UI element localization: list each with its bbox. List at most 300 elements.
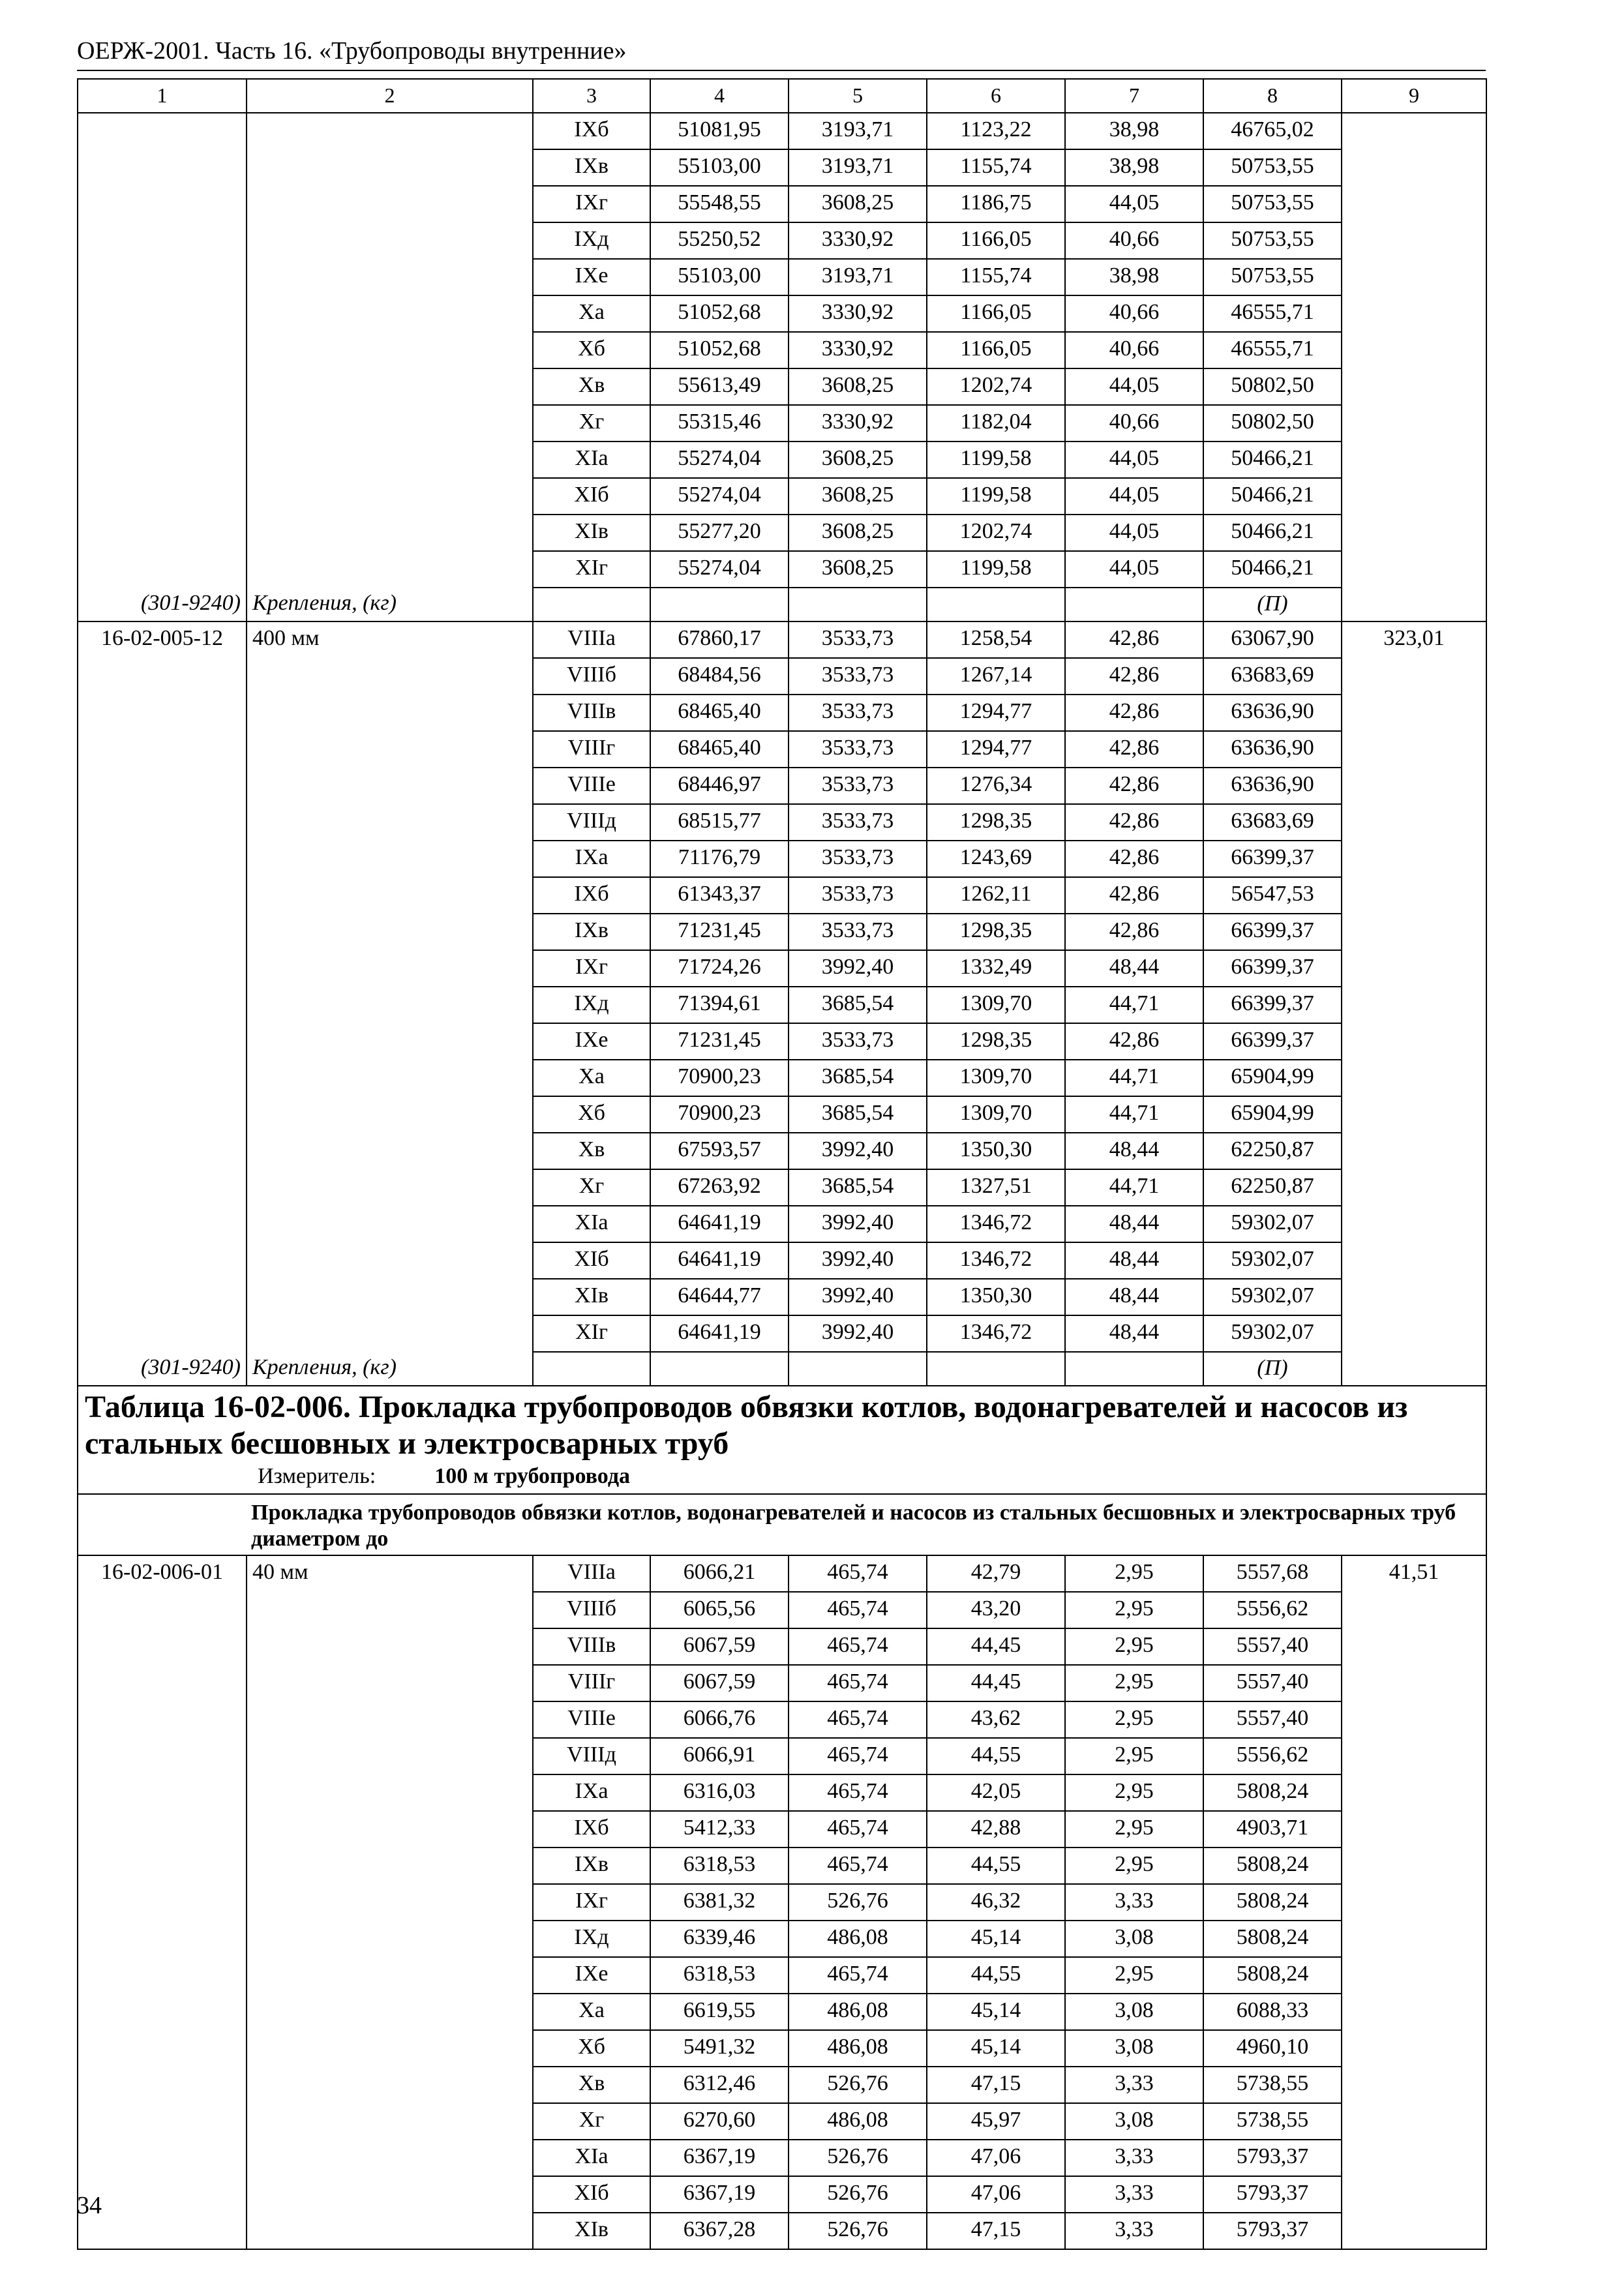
table-row [78,186,1486,222]
table-cell [650,588,789,621]
price-value: 465,74 [789,1774,927,1811]
price-value: 1123,22 [927,113,1065,149]
table-row [78,551,1486,588]
table-cell [247,2030,533,2067]
price-value: 44,45 [927,1628,1065,1665]
table-cell [247,295,533,332]
price-value: 64644,77 [650,1279,789,1315]
table-cell [247,1023,533,1060]
zone-code: IXа [533,1774,650,1811]
table-row [78,405,1486,441]
price-value: 5808,24 [1203,1774,1342,1811]
price-value: 3,33 [1065,2176,1203,2213]
table-cell [247,551,533,588]
price-value: 71724,26 [650,950,789,987]
table-cell [78,1023,247,1060]
price-value: 48,44 [1065,1279,1203,1315]
table-cell [1342,1169,1486,1206]
table-cell [1342,1628,1486,1665]
price-value: 526,76 [789,2140,927,2176]
table-cell [247,149,533,186]
price-value: 3992,40 [789,1315,927,1352]
zone-code: Xв [533,2067,650,2103]
price-value: 5793,37 [1203,2213,1342,2249]
price-value: 5808,24 [1203,1884,1342,1921]
zone-code: IXб [533,877,650,914]
price-value: 1166,05 [927,332,1065,368]
table-cell [1342,1701,1486,1738]
table-cell [78,914,247,950]
price-value: 526,76 [789,1884,927,1921]
price-value: 3533,73 [789,804,927,841]
price-value: 55548,55 [650,186,789,222]
price-value: 3,08 [1065,1994,1203,2030]
price-value: 47,06 [927,2176,1065,2213]
table-cell [78,1628,247,1665]
zone-code: Xг [533,1169,650,1206]
table-cell [78,1884,247,1921]
price-value: 3,08 [1065,2030,1203,2067]
price-value: 5808,24 [1203,1921,1342,1957]
zone-code: Xг [533,405,650,441]
price-value: 486,08 [789,2103,927,2140]
price-value: 3685,54 [789,1169,927,1206]
table-row [78,1023,1486,1060]
measure-value: 100 м трубопровода [434,1464,631,1488]
price-value: 55103,00 [650,149,789,186]
price-value: 5491,32 [650,2030,789,2067]
zone-code: IXд [533,1921,650,1957]
price-value: 6367,19 [650,2140,789,2176]
price-value: 486,08 [789,1994,927,2030]
table-cell [1342,149,1486,186]
price-value: 63067,90 [1203,621,1342,658]
table-row [78,1279,1486,1315]
price-value: 3992,40 [789,1206,927,1242]
table-cell [247,2067,533,2103]
price-value: 63636,90 [1203,768,1342,804]
table-cell [78,405,247,441]
zone-code: Xв [533,368,650,405]
price-value: 48,44 [1065,950,1203,987]
table-cell [78,1096,247,1133]
table-cell [247,1921,533,1957]
price-value: 5557,40 [1203,1665,1342,1701]
price-value: 64641,19 [650,1206,789,1242]
table-cell [78,950,247,987]
price-value: 59302,07 [1203,1279,1342,1315]
price-value: 3193,71 [789,259,927,295]
price-value: 47,15 [927,2067,1065,2103]
price-value: 3330,92 [789,222,927,259]
price-value: 64641,19 [650,1315,789,1352]
table-cell [78,2140,247,2176]
table-cell [247,1884,533,1921]
price-value: 66399,37 [1203,914,1342,950]
price-value: 3992,40 [789,1133,927,1169]
table-cell [1342,478,1486,515]
table-cell [1342,2140,1486,2176]
price-value: 5793,37 [1203,2176,1342,2213]
price-value: 6067,59 [650,1665,789,1701]
price-value: 55274,04 [650,441,789,478]
price-value: 66399,37 [1203,987,1342,1023]
price-value: 3533,73 [789,768,927,804]
price-value: 50802,50 [1203,368,1342,405]
zone-code: XIб [533,1242,650,1279]
price-value: 45,14 [927,1921,1065,1957]
price-value: 63683,69 [1203,804,1342,841]
table-cell [78,658,247,695]
table-cell [78,113,247,149]
table-cell [247,1994,533,2030]
price-value: 6318,53 [650,1848,789,1884]
table-row [78,2176,1486,2213]
price-value: 5556,62 [1203,1738,1342,1774]
table-cell [247,950,533,987]
price-value: 44,71 [1065,1169,1203,1206]
price-value: 1182,04 [927,405,1065,441]
note-code: (301-9240) [78,1352,247,1386]
zone-code: Xб [533,332,650,368]
price-value: 71176,79 [650,841,789,877]
price-value: 1298,35 [927,1023,1065,1060]
price-value: 3992,40 [789,1242,927,1279]
price-value: 55277,20 [650,515,789,551]
price-value: 5412,33 [650,1811,789,1848]
price-value: 5557,40 [1203,1701,1342,1738]
zone-code: IXг [533,950,650,987]
table-cell [1342,515,1486,551]
price-value: 1298,35 [927,804,1065,841]
note-label: Крепления, (кг) [247,588,533,621]
price-value: 526,76 [789,2067,927,2103]
price-value: 6066,91 [650,1738,789,1774]
table-cell [247,695,533,731]
price-value: 40,66 [1065,332,1203,368]
table-row [78,1994,1486,2030]
column-number: 7 [1065,79,1203,113]
table-cell [1342,1592,1486,1628]
price-value: 1346,72 [927,1206,1065,1242]
note-row [78,588,1486,621]
price-value: 50466,21 [1203,441,1342,478]
table-row [78,804,1486,841]
table-cell [1342,914,1486,950]
table-cell [78,1738,247,1774]
table-row [78,295,1486,332]
price-value: 44,05 [1065,551,1203,588]
table-cell [247,1279,533,1315]
price-value: 46,32 [927,1884,1065,1921]
table-row [78,950,1486,987]
price-value: 42,86 [1065,658,1203,695]
price-value: 1346,72 [927,1315,1065,1352]
measure-label: Измеритель: [258,1464,376,1488]
table-cell [78,222,247,259]
zone-code: IXг [533,1884,650,1921]
price-value: 526,76 [789,2176,927,2213]
price-value: 5738,55 [1203,2067,1342,2103]
zone-code: VIIIг [533,1665,650,1701]
price-value: 48,44 [1065,1206,1203,1242]
table-cell [1342,259,1486,295]
price-value: 59302,07 [1203,1315,1342,1352]
zone-code: VIIIб [533,1592,650,1628]
price-value: 486,08 [789,2030,927,2067]
price-value: 1199,58 [927,478,1065,515]
price-value: 465,74 [789,1592,927,1628]
table-row [78,1884,1486,1921]
price-value: 5556,62 [1203,1592,1342,1628]
price-value: 3,33 [1065,2067,1203,2103]
price-value: 66399,37 [1203,950,1342,987]
price-value: 6066,76 [650,1701,789,1738]
price-value: 465,74 [789,1555,927,1592]
price-value: 1309,70 [927,987,1065,1023]
table-cell [247,2103,533,2140]
table-cell [78,768,247,804]
table-row [78,987,1486,1023]
price-value: 3608,25 [789,441,927,478]
price-value: 2,95 [1065,1665,1203,1701]
table-cell [1342,1738,1486,1774]
table-row [78,149,1486,186]
price-value: 2,95 [1065,1555,1203,1592]
price-value: 68465,40 [650,731,789,768]
table-cell [1342,1848,1486,1884]
table-cell [1342,804,1486,841]
zone-code: IXд [533,222,650,259]
price-value: 4960,10 [1203,2030,1342,2067]
price-value: 42,86 [1065,695,1203,731]
price-value: 44,05 [1065,515,1203,551]
table-cell [247,987,533,1023]
note-suffix: (П) [1203,1352,1342,1386]
zone-code: IXе [533,259,650,295]
table-cell [1342,441,1486,478]
zone-code: VIIIд [533,1738,650,1774]
price-value: 3533,73 [789,695,927,731]
price-value: 71394,61 [650,987,789,1023]
price-value: 5808,24 [1203,1848,1342,1884]
table-cell [247,515,533,551]
zone-code: IXа [533,841,650,877]
table-cell [78,478,247,515]
price-value: 55250,52 [650,222,789,259]
price-value: 44,45 [927,1665,1065,1701]
table-cell [1342,1242,1486,1279]
price-value: 3608,25 [789,551,927,588]
table-cell [78,1242,247,1279]
price-value: 51052,68 [650,332,789,368]
section-row [78,1494,1486,1555]
price-value: 44,05 [1065,186,1203,222]
table-cell [78,1169,247,1206]
page-number: 34 [77,2192,102,2219]
table-row [78,841,1486,877]
zone-code: XIб [533,478,650,515]
price-value: 44,05 [1065,441,1203,478]
column-number: 5 [789,79,927,113]
table-cell [247,368,533,405]
table-row [78,914,1486,950]
table-cell [1065,588,1203,621]
table-cell [247,1096,533,1133]
resource-code: 16-02-005-12 [78,621,247,658]
zone-code: XIа [533,1206,650,1242]
price-value: 465,74 [789,1848,927,1884]
price-value: 63636,90 [1203,695,1342,731]
table-cell [247,1738,533,1774]
price-value: 2,95 [1065,1957,1203,1994]
price-value: 44,05 [1065,368,1203,405]
price-value: 1186,75 [927,186,1065,222]
zone-code: VIIIе [533,768,650,804]
price-value: 70900,23 [650,1096,789,1133]
table-row [78,621,1486,658]
zone-code: IXб [533,113,650,149]
price-value: 44,71 [1065,1096,1203,1133]
table-cell [78,2213,247,2249]
price-value: 6088,33 [1203,1994,1342,2030]
table-cell [78,295,247,332]
price-value: 1166,05 [927,222,1065,259]
table-cell [247,113,533,149]
table-cell [78,1774,247,1811]
table-cell [78,877,247,914]
price-value: 2,95 [1065,1774,1203,1811]
item-name: 400 мм [247,621,533,658]
table-cell [78,1957,247,1994]
price-value: 42,86 [1065,804,1203,841]
table-cell [247,2140,533,2176]
price-value: 3533,73 [789,914,927,950]
price-value: 42,86 [1065,731,1203,768]
price-value: 40,66 [1065,222,1203,259]
table-title: Таблица 16-02-006. Прокладка трубопроводов обвязки котлов, водонагревателей и насосов из стальных бесшовных и электросварных труб [85,1390,1408,1461]
table-cell [78,1060,247,1096]
zone-code: XIг [533,1315,650,1352]
table-cell [78,186,247,222]
price-value: 3533,73 [789,877,927,914]
zone-code: Xв [533,1133,650,1169]
price-value: 3533,73 [789,841,927,877]
price-value: 3193,71 [789,149,927,186]
price-value: 63636,90 [1203,731,1342,768]
table-cell [78,1665,247,1701]
table-cell [1342,1279,1486,1315]
table-cell [78,731,247,768]
price-value: 3533,73 [789,658,927,695]
price-value: 3992,40 [789,950,927,987]
table-row [78,768,1486,804]
table-cell [247,914,533,950]
table-row [78,222,1486,259]
price-value: 45,14 [927,2030,1065,2067]
table-cell [1342,877,1486,914]
price-value: 65904,99 [1203,1096,1342,1133]
page-header: ОЕРЖ-2001. Часть 16. «Трубопроводы внутренние» [77,37,627,65]
price-value: 6381,32 [650,1884,789,1921]
price-value: 64641,19 [650,1242,789,1279]
table-row [78,2140,1486,2176]
price-value: 3330,92 [789,295,927,332]
price-value: 1294,77 [927,731,1065,768]
price-value: 6619,55 [650,1994,789,2030]
table-cell [1342,113,1486,149]
table-cell [1342,1665,1486,1701]
table-cell [1342,1884,1486,1921]
price-value: 2,95 [1065,1701,1203,1738]
table-cell [1342,695,1486,731]
column-number: 8 [1203,79,1342,113]
table-row [78,441,1486,478]
table-cell [78,841,247,877]
table-cell [1342,222,1486,259]
price-value: 465,74 [789,1957,927,1994]
table-row [78,2067,1486,2103]
zone-code: VIIIв [533,1628,650,1665]
table-cell [1342,588,1486,621]
price-value: 51081,95 [650,113,789,149]
price-value: 5557,40 [1203,1628,1342,1665]
table-cell [78,332,247,368]
zone-code: IXд [533,987,650,1023]
table-row [78,1242,1486,1279]
table-cell [78,1133,247,1169]
table-row [78,1811,1486,1848]
column-number-row [78,79,1486,113]
price-value: 42,86 [1065,768,1203,804]
table-cell [247,1242,533,1279]
price-value: 42,86 [1065,914,1203,950]
price-value: 1327,51 [927,1169,1065,1206]
table-cell [1342,2213,1486,2249]
table-row [78,2213,1486,2249]
column-number: 6 [927,79,1065,113]
price-value: 1258,54 [927,621,1065,658]
item-name: 40 мм [247,1555,533,1592]
price-value: 1332,49 [927,950,1065,987]
price-value: 46555,71 [1203,332,1342,368]
zone-code: VIIIа [533,1555,650,1592]
price-value: 66399,37 [1203,841,1342,877]
price-value: 3608,25 [789,368,927,405]
price-value: 3533,73 [789,621,927,658]
table-cell [78,1701,247,1738]
table-cell [1342,368,1486,405]
price-value: 6270,60 [650,2103,789,2140]
price-value: 2,95 [1065,1738,1203,1774]
table-cell [78,1848,247,1884]
price-value: 44,71 [1065,987,1203,1023]
table-cell [78,804,247,841]
price-value: 42,79 [927,1555,1065,1592]
price-value: 6066,21 [650,1555,789,1592]
table-cell [1342,1921,1486,1957]
zone-code: XIг [533,551,650,588]
price-value: 2,95 [1065,1811,1203,1848]
price-value: 47,06 [927,2140,1065,2176]
price-value: 47,15 [927,2213,1065,2249]
price-value: 48,44 [1065,1242,1203,1279]
price-value: 62250,87 [1203,1169,1342,1206]
price-value: 71231,45 [650,1023,789,1060]
table-cell [78,2067,247,2103]
table-cell [78,441,247,478]
table-cell [1065,1352,1203,1386]
